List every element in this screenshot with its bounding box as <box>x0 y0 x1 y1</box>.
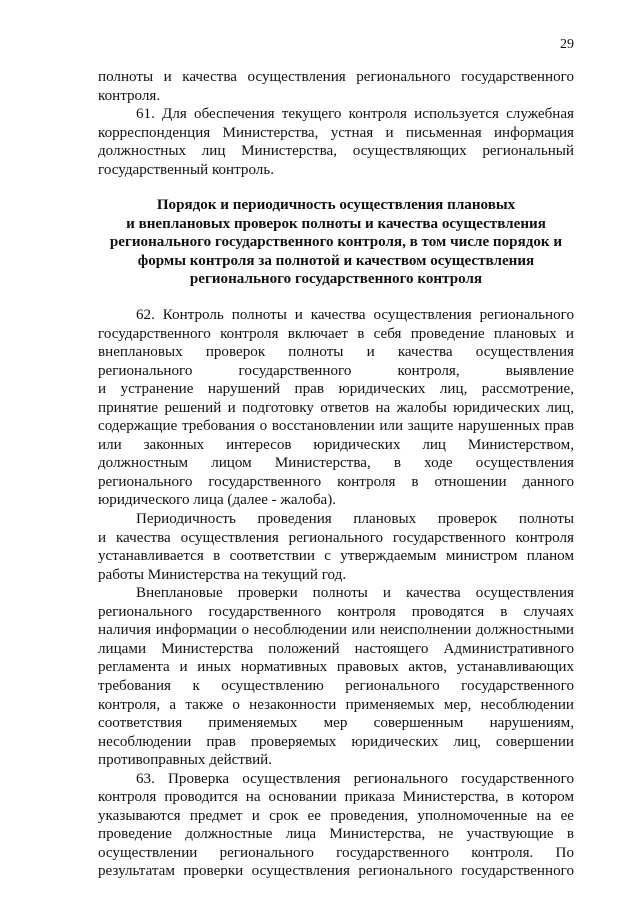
text-line: лицами Министерства положений настоящего Административного <box>98 640 574 657</box>
paragraph-63 <box>98 770 574 881</box>
text-line: контроля, а также о незаконности применяемых мер, несоблюдении <box>98 696 574 713</box>
text-line: устанавливается в соответствии с утверждаемым министром планом <box>98 548 574 565</box>
text-line: 61. Для обеспечения текущего контроля используется служебная <box>136 106 574 123</box>
text-line: наличия информации о несоблюдении или неисполнении должностными <box>98 622 574 639</box>
text-line: несоблюдении прав проверяемых юридических лиц, совершении <box>98 733 574 750</box>
paragraph-continuation <box>98 68 574 105</box>
page-number: 29 <box>560 37 574 52</box>
text-line: регионального государственного контроля, выявление <box>98 362 574 379</box>
section-heading <box>98 196 574 289</box>
text-line: или законных интересов юридических лиц Министерством, <box>98 436 574 453</box>
text-line: и устранение нарушений прав юридических лиц, рассмотрение, <box>98 381 574 398</box>
paragraph-61 <box>98 105 574 179</box>
text-line: государственного контроля включает в себя проведение плановых и <box>98 325 574 342</box>
text-line: регионального государственного контроля проводятся в случаях <box>98 603 574 620</box>
text-line: корреспонденция Министерства, устная и письменная информация <box>98 124 574 141</box>
text-line: соответствия применяемых мер совершенным нарушениям, <box>98 715 574 732</box>
text-line: регионального государственного контроля в отношении данного <box>98 473 574 490</box>
text-line: и качества осуществления регионального государственного контроля <box>98 529 574 546</box>
text-line: принятие решений и подготовку ответов на жалобы юридических лиц, <box>98 399 574 416</box>
paragraph-62 <box>98 306 574 510</box>
paragraph-unscheduled <box>98 584 574 769</box>
text-line: указываются предмет и срок ее проведения, уполномоченные на ее <box>98 807 574 824</box>
heading-line: и внеплановых проверок полноты и качества осуществления <box>126 215 546 232</box>
text-line: должностных лиц Министерства, осуществляющих региональный <box>98 143 574 160</box>
text-line: противоправных действий. <box>98 752 273 769</box>
paragraph-periodicity <box>98 510 574 584</box>
text-line: государственный контроль. <box>98 161 274 178</box>
text-line: полноты и качества осуществления регионального государственного <box>98 69 574 85</box>
text-line: должностным лицом Министерства, в ходе осуществления <box>98 455 574 472</box>
heading-line: Порядок и периодичность осуществления плановых <box>156 197 516 214</box>
text-line: регламента и иных нормативных правовых актов, устанавливающих <box>98 659 574 676</box>
text-line: содержащие требования о восстановлении или защите нарушенных прав <box>98 418 574 435</box>
text-line: 63. Проверка осуществления регионального государственного <box>136 770 574 787</box>
text-line: внеплановых проверок полноты и качества осуществления <box>98 344 574 361</box>
text-line: осуществлении регионального государственного контроля. По <box>98 844 574 861</box>
text-line: контроля проводится на основании приказа Министерства, в котором <box>98 789 574 806</box>
heading-line: регионального государственного контроля <box>189 271 483 288</box>
text-line: Внеплановые проверки полноты и качества осуществления <box>136 585 574 602</box>
heading-line: регионального государственного контроля, в том числе порядок и <box>109 234 563 251</box>
text-line: юридического лица (далее - жалоба). <box>98 492 336 509</box>
text-line: работы Министерства на текущий год. <box>98 566 347 583</box>
text-line: контроля. <box>98 87 161 104</box>
text-line: требования к осуществлению регионального государственного <box>98 677 574 694</box>
text-line: Периодичность проведения плановых проверок полноты <box>136 511 574 528</box>
heading-line: формы контроля за полнотой и качеством осуществления <box>137 252 535 269</box>
document-body <box>98 68 574 881</box>
text-line: 62. Контроль полноты и качества осуществления регионального <box>136 307 574 324</box>
text-line: результатам проверки осуществления регионального государственного <box>98 863 574 880</box>
text-line: проведение должностные лица Министерства, не участвующие в <box>98 826 574 843</box>
